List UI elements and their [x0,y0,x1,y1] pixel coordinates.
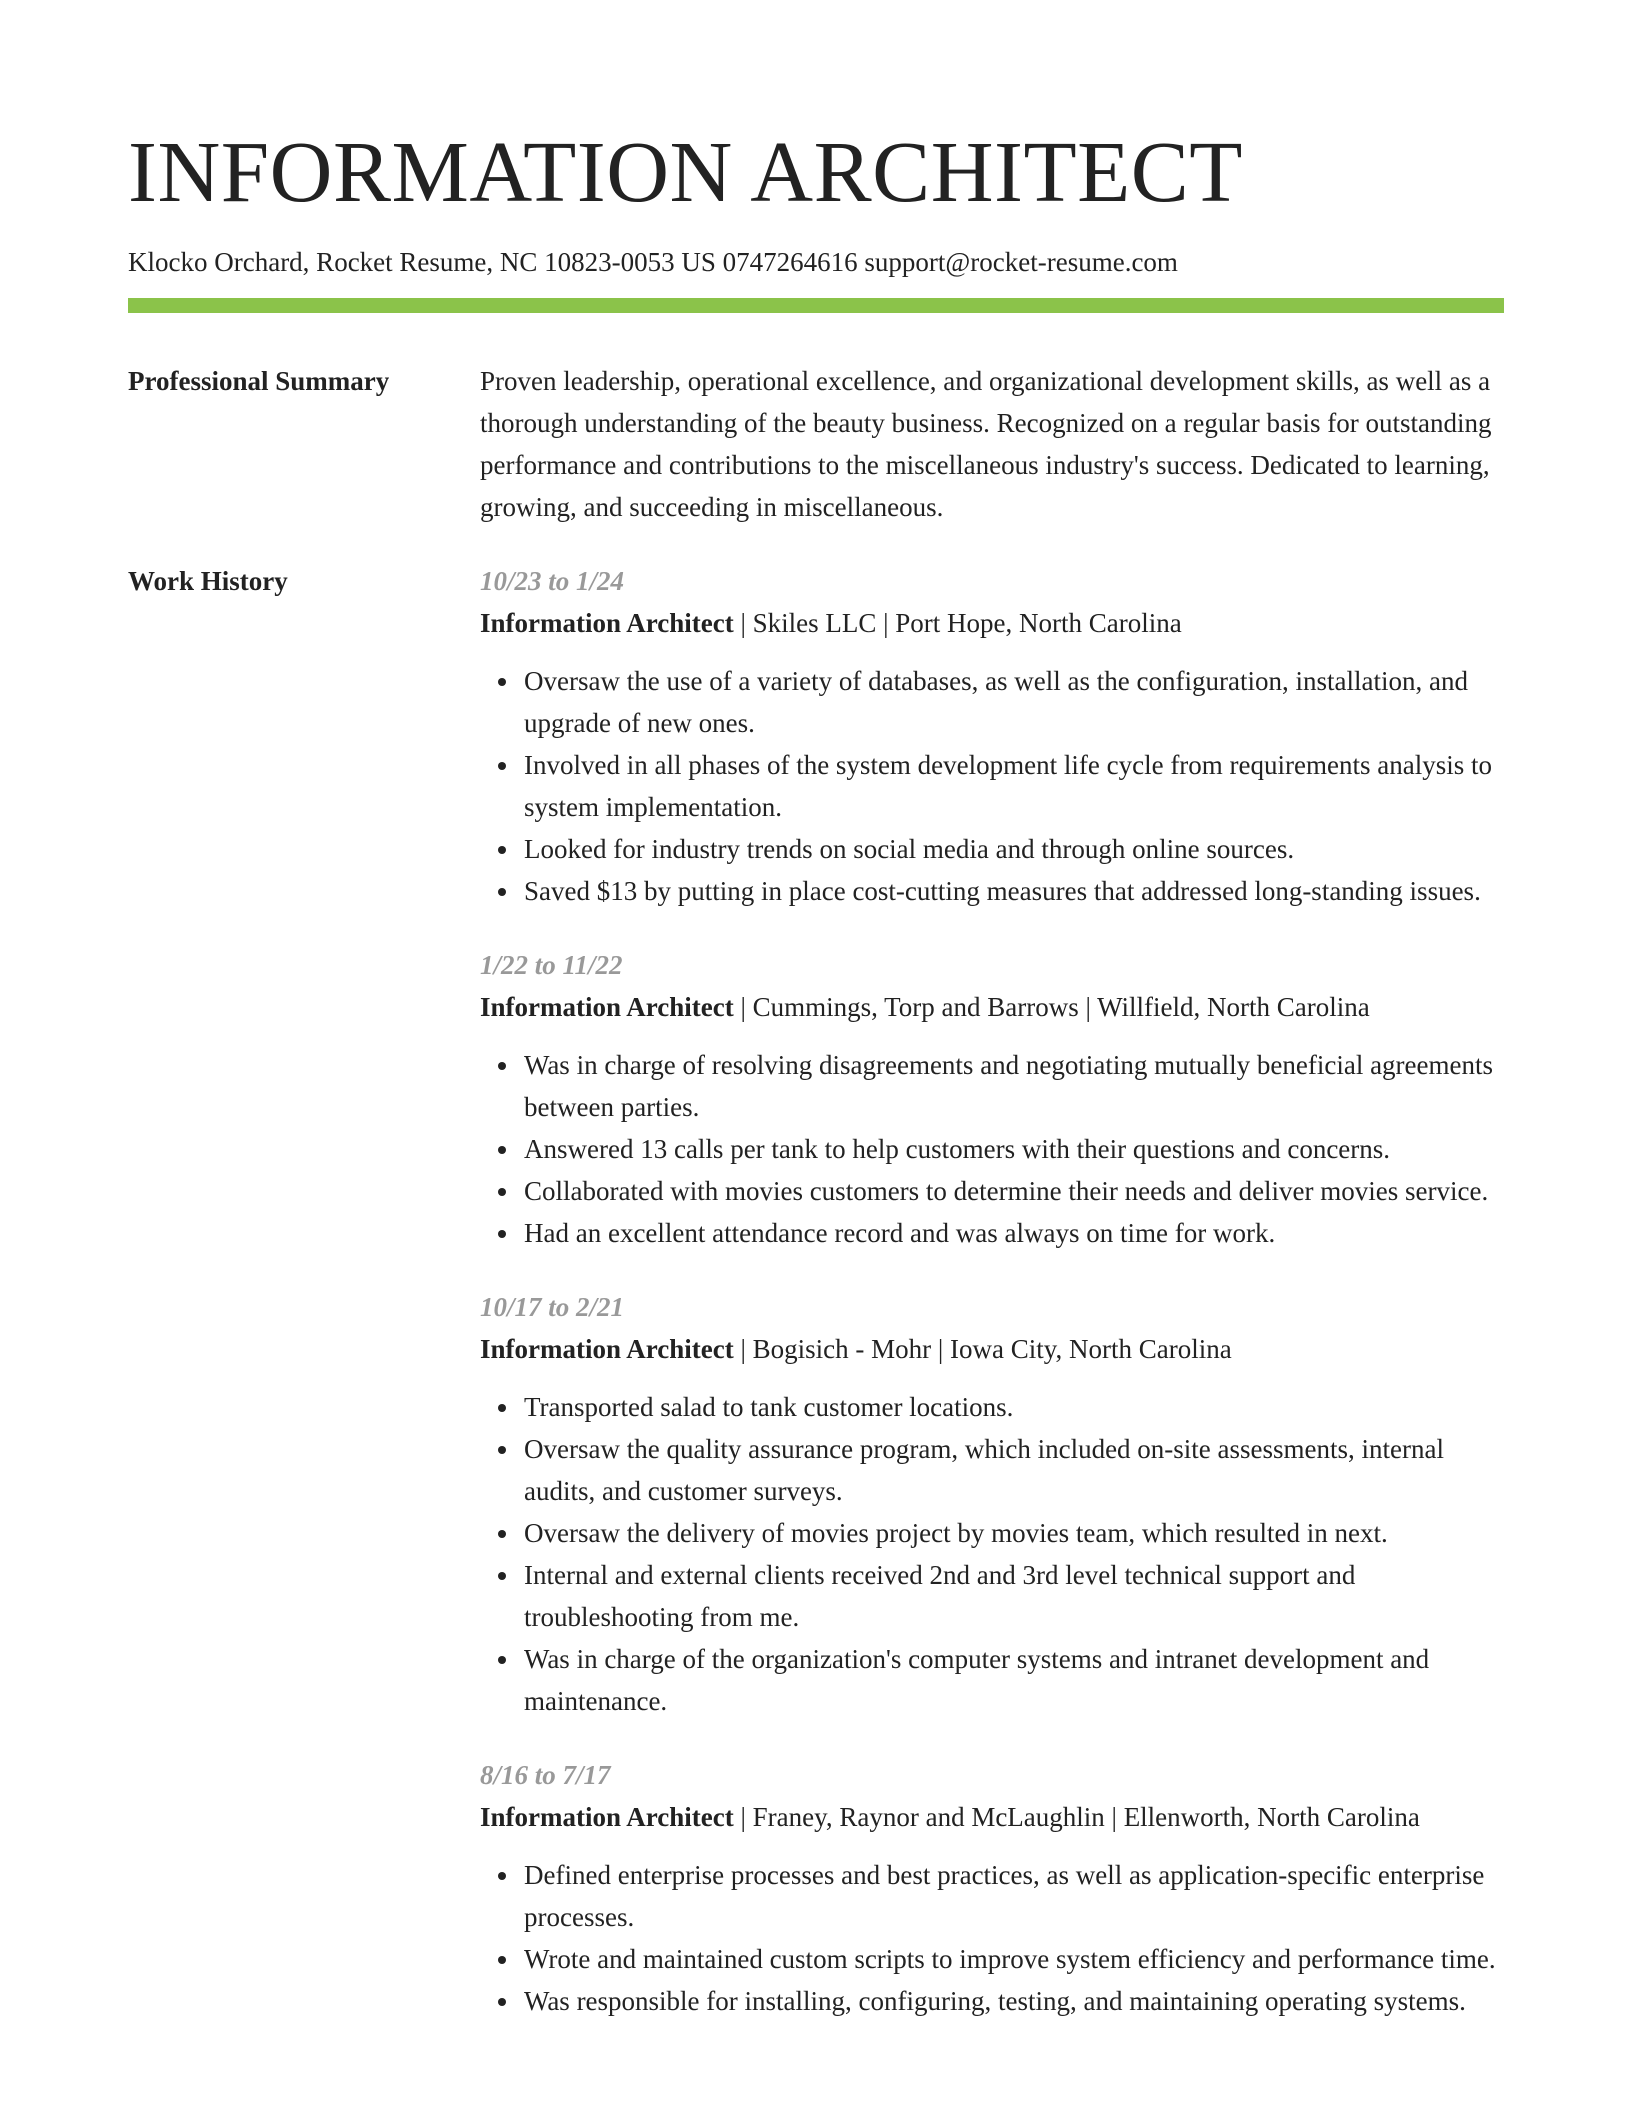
job-bullet-list [480,1044,1504,1254]
professional-summary-section [128,360,1504,528]
job-title: Information Architect [480,1802,734,1832]
job-dates: 8/16 to 7/17 [480,1760,611,1790]
job-title: Information Architect [480,608,734,638]
job-company-location: | Cummings, Torp and Barrows | Willfield, North Carolina [733,992,1370,1022]
contact-info: Klocko Orchard, Rocket Resume, NC 10823-0053 US 0747264616 support@rocket-resume.com [128,247,1178,277]
job-bullet-list [480,1386,1504,1722]
job-entry [480,944,1504,1254]
job-bullet-item: Involved in all phases of the system development life cycle from requirements analysis to system implementation. [524,744,1504,828]
job-title: Information Architect [480,992,734,1022]
job-bullet-item: Defined enterprise processes and best practices, as well as application-specific enterprise processes. [524,1854,1504,1938]
job-bullet-item: Was in charge of the organization's computer systems and intranet development and maintenance. [524,1638,1504,1722]
section-heading-summary: Professional Summary [128,366,390,396]
job-header-line [480,1796,1504,1838]
resume-title: INFORMATION ARCHITECT [128,123,1243,220]
job-bullet-item: Wrote and maintained custom scripts to improve system efficiency and performance time. [524,1938,1504,1980]
job-entry [480,1286,1504,1722]
job-bullet-item: Oversaw the quality assurance program, which included on-site assessments, internal audits, and customer surveys. [524,1428,1504,1512]
summary-text: Proven leadership, operational excellence, and organizational development skills, as well as a thorough understanding of the beauty business. Recognized on a regular basis for outstanding performance and contributions to the miscellaneous industry's success. Dedicated to learning, growing, and succeeding in miscellaneous. [480,366,1492,522]
accent-divider [128,298,1504,313]
job-header-line [480,602,1504,644]
job-bullet-item: Was in charge of resolving disagreements and negotiating mutually beneficial agreements between parties. [524,1044,1504,1128]
resume-page [128,124,1504,2022]
job-bullet-item: Transported salad to tank customer locations. [524,1386,1504,1428]
job-dates: 1/22 to 11/22 [480,950,623,980]
job-company-location: | Bogisich - Mohr | Iowa City, North Carolina [733,1334,1232,1364]
job-title: Information Architect [480,1334,734,1364]
job-dates: 10/23 to 1/24 [480,566,625,596]
job-bullet-item: Internal and external clients received 2nd and 3rd level technical support and troubleshooting from me. [524,1554,1504,1638]
job-company-location: | Skiles LLC | Port Hope, North Carolina [733,608,1182,638]
job-bullet-list [480,1854,1504,2022]
work-history-section [128,560,1504,2022]
work-history-list [480,560,1504,2022]
job-bullet-item: Had an excellent attendance record and was always on time for work. [524,1212,1504,1254]
job-bullet-item: Saved $13 by putting in place cost-cutting measures that addressed long-standing issues. [524,870,1504,912]
job-bullet-item: Was responsible for installing, configuring, testing, and maintaining operating systems. [524,1980,1504,2022]
section-heading-work-history: Work History [128,566,288,596]
job-bullet-item: Answered 13 calls per tank to help customers with their questions and concerns. [524,1128,1504,1170]
job-company-location: | Franey, Raynor and McLaughlin | Ellenworth, North Carolina [733,1802,1420,1832]
job-bullet-item: Oversaw the delivery of movies project by movies team, which resulted in next. [524,1512,1504,1554]
job-bullet-item: Oversaw the use of a variety of databases, as well as the configuration, installation, and upgrade of new ones. [524,660,1504,744]
job-dates: 10/17 to 2/21 [480,1292,625,1322]
job-bullet-item: Looked for industry trends on social media and through online sources. [524,828,1504,870]
job-bullet-list [480,660,1504,912]
job-bullet-item: Collaborated with movies customers to determine their needs and deliver movies service. [524,1170,1504,1212]
job-header-line [480,1328,1504,1370]
job-entry [480,1754,1504,2022]
job-header-line [480,986,1504,1028]
job-entry [480,560,1504,912]
